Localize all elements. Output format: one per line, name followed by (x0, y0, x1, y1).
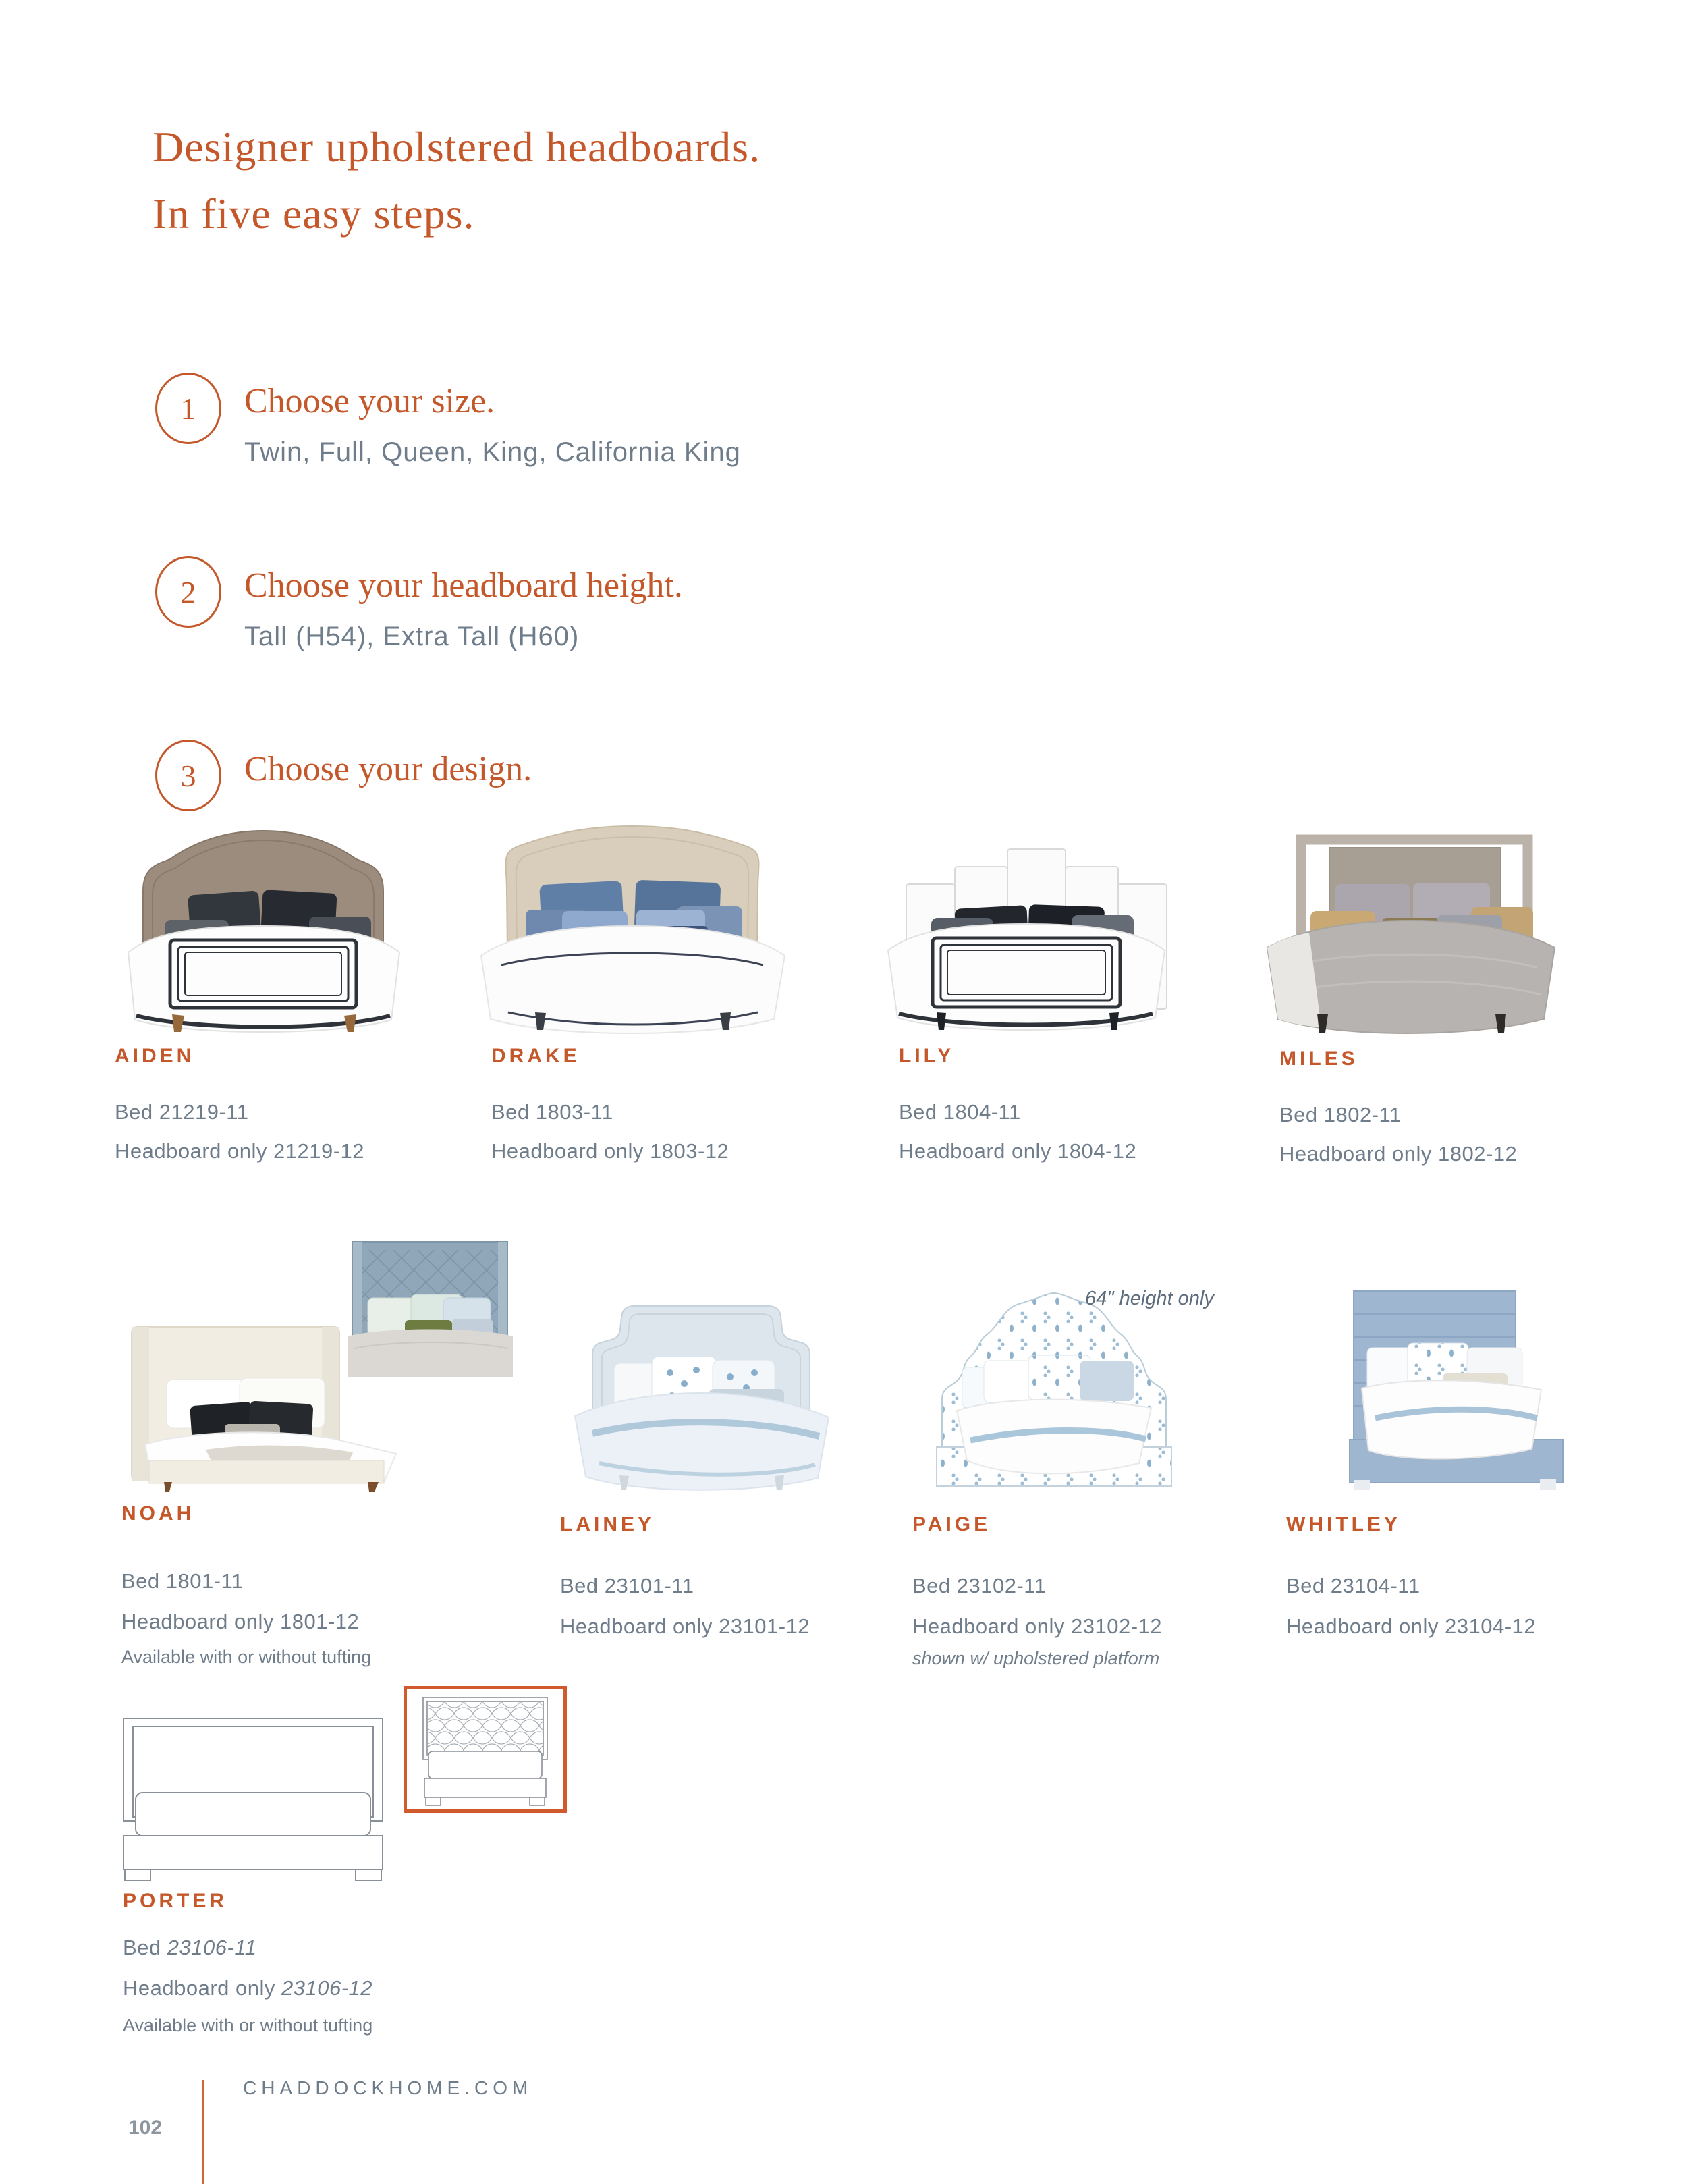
product-bed-sku: Bed 23104-11 (1286, 1574, 1420, 1598)
product-name: WHITLEY (1286, 1513, 1401, 1535)
page-number: 102 (128, 2117, 163, 2139)
noah-tufted-inset-image (341, 1234, 520, 1379)
product-name: LILY (899, 1045, 955, 1067)
step-3-title: Choose your design. (244, 750, 532, 788)
product-headboard-sku: Headboard only 21219-12 (115, 1139, 364, 1163)
product-headboard-sku: Headboard only 23101-12 (560, 1614, 810, 1638)
product-headboard-sku: Headboard only 1801-12 (121, 1610, 360, 1633)
product-bed-sku: Bed 1801-11 (121, 1569, 244, 1593)
miles-bed-image (1247, 804, 1574, 1036)
product-note: Available with or without tufting (121, 1647, 372, 1667)
aiden-bed-image (108, 813, 418, 1033)
step-2-title: Choose your headboard height. (244, 566, 683, 605)
product-bed-sku: Bed 1804-11 (899, 1100, 1021, 1124)
product-name: LAINEY (560, 1513, 655, 1535)
drake-bed-image (462, 810, 803, 1036)
porter-bed-label: Bed (123, 1936, 161, 1959)
product-note: shown w/ upholstered platform (912, 1648, 1160, 1668)
page-title (153, 113, 760, 247)
porter-bed-code: 23106-11 (167, 1936, 257, 1959)
product-headboard-sku: Headboard only 1803-12 (491, 1139, 729, 1163)
porter-tufted-thumbnail (404, 1686, 567, 1813)
page-title-line2: In five easy steps. (153, 190, 475, 238)
product-name: AIDEN (115, 1045, 195, 1067)
step-1-number: 1 (180, 391, 196, 426)
product-bed-sku: Bed 21219-11 (115, 1100, 249, 1124)
paige-height-annotation: 64" height only (1085, 1288, 1214, 1309)
whitley-bed-image (1274, 1279, 1586, 1492)
step-2-detail: Tall (H54), Extra Tall (H60) (244, 622, 580, 651)
porter-headboard-label: Headboard only (123, 1976, 275, 2000)
product-name: PORTER (123, 1890, 228, 1912)
step-3-number: 3 (180, 758, 196, 793)
page-title-line1: Designer upholstered headboards. (153, 123, 761, 171)
product-headboard-sku: Headboard only 23104-12 (1286, 1614, 1536, 1638)
step-1-detail: Twin, Full, Queen, King, California King (244, 437, 741, 467)
step-2-badge (155, 556, 221, 628)
product-note: Available with or without tufting (123, 2015, 373, 2036)
product-bed-sku (123, 1936, 257, 1960)
product-headboard-sku: Headboard only 1804-12 (899, 1139, 1137, 1163)
product-bed-sku: Bed 23102-11 (912, 1574, 1047, 1598)
product-name: MILES (1279, 1047, 1358, 1070)
step-2-number: 2 (180, 574, 196, 609)
footer-website: CHADDOCKHOME.COM (243, 2077, 533, 2098)
product-bed-sku: Bed 1802-11 (1279, 1103, 1402, 1126)
product-bed-sku: Bed 1803-11 (491, 1100, 613, 1124)
product-name: NOAH (121, 1502, 195, 1525)
product-name: DRAKE (491, 1045, 580, 1067)
step-1-title: Choose your size. (244, 382, 495, 420)
product-headboard-sku: Headboard only 23102-12 (912, 1614, 1162, 1638)
porter-line-drawing (118, 1714, 388, 1883)
footer-divider (202, 2080, 204, 2184)
product-headboard-sku (123, 1976, 372, 2000)
paige-bed-image (903, 1281, 1205, 1492)
product-bed-sku: Bed 23101-11 (560, 1574, 694, 1598)
step-3-badge (155, 740, 221, 811)
step-1-badge (155, 373, 221, 444)
lily-bed-image (869, 804, 1183, 1036)
porter-headboard-code: 23106-12 (281, 1976, 373, 2000)
product-name: PAIGE (912, 1513, 991, 1535)
product-headboard-sku: Headboard only 1802-12 (1279, 1142, 1518, 1166)
lainey-bed-image (552, 1263, 850, 1492)
